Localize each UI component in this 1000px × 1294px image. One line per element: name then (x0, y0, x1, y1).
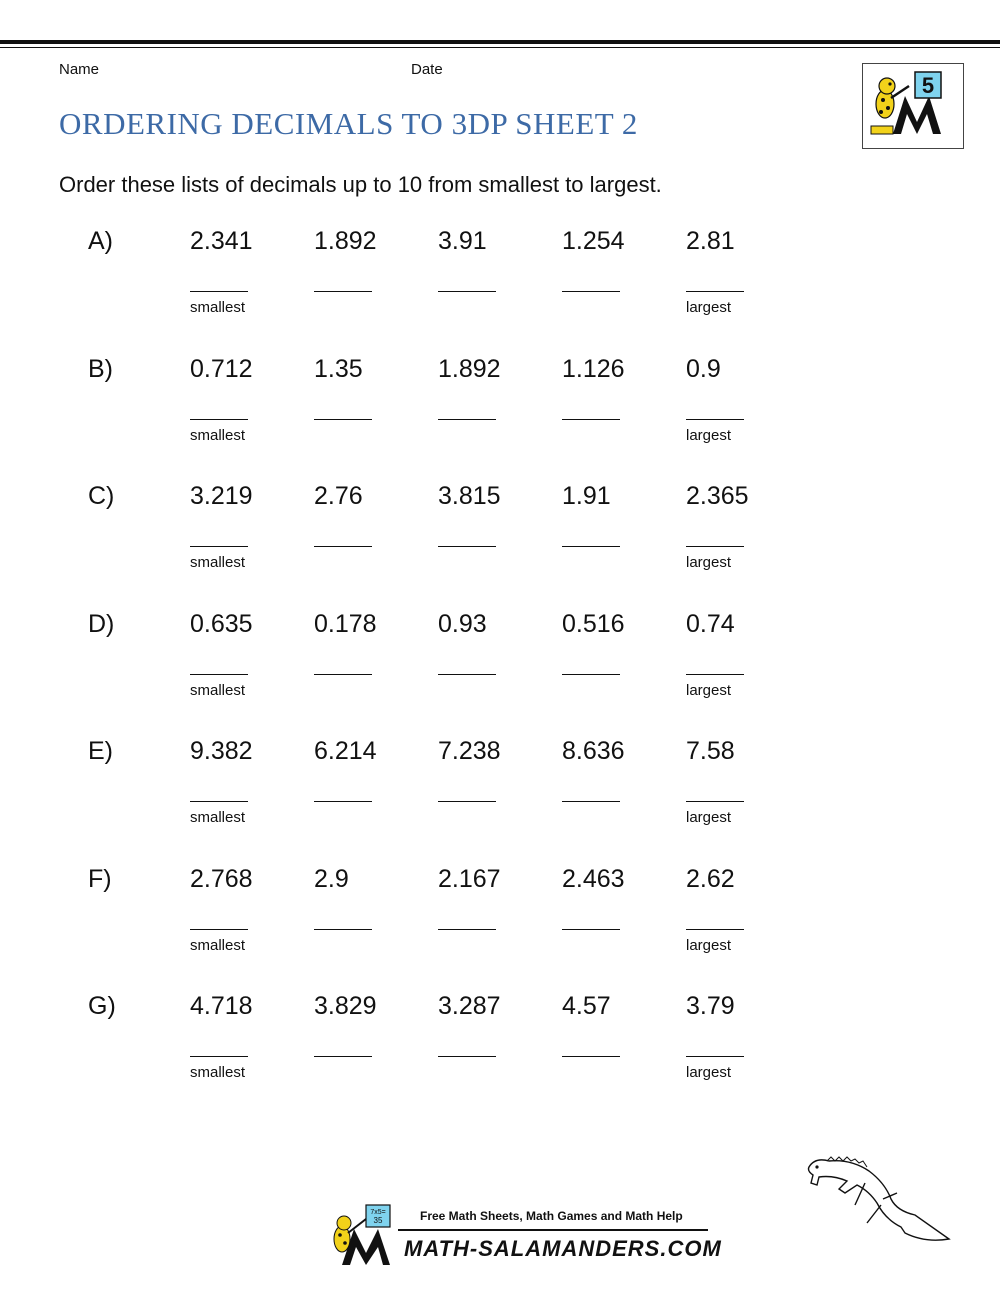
smallest-hint: smallest (190, 809, 246, 826)
decimal-number: 0.9 (686, 354, 721, 383)
answer-blank[interactable] (190, 1056, 248, 1057)
decimal-number: 2.365 (686, 482, 749, 510)
svg-text:7x5=: 7x5= (370, 1209, 386, 1216)
smallest-hint: smallest (190, 554, 246, 571)
largest-hint: largest (686, 1064, 732, 1081)
decimal-number: 9.382 (190, 737, 253, 765)
answer-blank[interactable] (438, 929, 496, 930)
math-salamanders-logo-icon (328, 1203, 404, 1269)
largest-hint: largest (686, 809, 732, 826)
smallest-hint: smallest (190, 936, 246, 954)
page-title: ORDERING DECIMALS TO 3DP SHEET 2 (59, 106, 638, 141)
footer-brand: MATH-SALAMANDERS.COM (404, 1236, 722, 1261)
answer-blank[interactable] (190, 929, 248, 930)
decimal-number: 0.635 (190, 609, 253, 638)
decimal-number: 1.892 (314, 227, 377, 255)
instructions-text: Order these lists of decimals up to 10 from smallest to largest. (59, 172, 662, 197)
decimal-number: 3.91 (438, 227, 487, 255)
decimal-number: 0.74 (686, 609, 735, 638)
decimal-number: 3.829 (314, 992, 377, 1020)
problem-row (0, 992, 1000, 1112)
answer-blank[interactable] (562, 546, 620, 547)
decimal-number: 2.76 (314, 482, 363, 510)
largest-hint: largest (686, 681, 732, 699)
decimal-number: 4.57 (562, 992, 611, 1020)
answer-blank[interactable] (190, 674, 248, 675)
answer-blank[interactable] (562, 291, 620, 292)
answer-blank[interactable] (562, 1056, 620, 1057)
answer-blank[interactable] (438, 546, 496, 547)
answer-blank[interactable] (438, 419, 496, 420)
decimal-number: 7.58 (686, 737, 735, 765)
problem-row (0, 482, 1000, 602)
answer-blank[interactable] (438, 801, 496, 802)
decimal-number: 1.892 (438, 354, 501, 383)
decimal-number: 2.9 (314, 864, 349, 893)
answer-blank[interactable] (686, 674, 744, 675)
problem-row (0, 865, 1000, 985)
decimal-number: 2.768 (190, 864, 253, 893)
problem-row (0, 355, 1000, 475)
answer-blank[interactable] (686, 291, 744, 292)
problem-row (0, 737, 1000, 857)
decimal-number: 6.214 (314, 737, 377, 765)
answer-blank[interactable] (314, 546, 372, 547)
decimal-number: 3.79 (686, 992, 735, 1020)
svg-text:35: 35 (373, 1216, 383, 1225)
problem-label: E) (88, 737, 113, 765)
footer-divider (398, 1229, 708, 1231)
decimal-number: 2.341 (190, 227, 253, 255)
answer-blank[interactable] (562, 419, 620, 420)
decimal-number: 4.718 (190, 992, 253, 1020)
answer-blank[interactable] (314, 801, 372, 802)
largest-hint: largest (686, 554, 732, 571)
answer-blank[interactable] (686, 419, 744, 420)
answer-blank[interactable] (562, 674, 620, 675)
answer-blank[interactable] (190, 419, 248, 420)
answer-blank[interactable] (686, 801, 744, 802)
problem-label: A) (88, 227, 113, 255)
decimal-number: 0.93 (438, 609, 487, 638)
date-field-label: Date (411, 61, 443, 78)
problem-label: C) (88, 482, 115, 510)
decimal-number: 2.167 (438, 864, 501, 893)
answer-blank[interactable] (562, 929, 620, 930)
decimal-number: 0.712 (190, 354, 253, 383)
smallest-hint: smallest (190, 426, 246, 444)
answer-blank[interactable] (314, 1056, 372, 1057)
answer-blank[interactable] (438, 1056, 496, 1057)
answer-blank[interactable] (438, 674, 496, 675)
problem-row (0, 610, 1000, 730)
grade-number: 5 (921, 73, 935, 98)
problem-label: D) (88, 609, 115, 638)
answer-blank[interactable] (314, 291, 372, 292)
name-field-label: Name (59, 61, 100, 78)
decimal-number: 3.815 (438, 482, 501, 510)
footer-tagline: Free Math Sheets, Math Games and Math Help (420, 1209, 683, 1223)
decimal-number: 3.219 (190, 482, 253, 510)
largest-hint: largest (686, 426, 732, 444)
answer-blank[interactable] (314, 674, 372, 675)
answer-blank[interactable] (190, 291, 248, 292)
answer-blank[interactable] (686, 546, 744, 547)
smallest-hint: smallest (190, 1064, 246, 1081)
decimal-number: 0.516 (562, 609, 625, 638)
decimal-number: 1.91 (562, 482, 611, 510)
answer-blank[interactable] (314, 929, 372, 930)
decimal-number: 8.636 (562, 737, 625, 765)
answer-blank[interactable] (686, 929, 744, 930)
problem-label: B) (88, 354, 113, 383)
largest-hint: largest (686, 299, 732, 316)
smallest-hint: smallest (190, 681, 246, 699)
largest-hint: largest (686, 936, 732, 954)
answer-blank[interactable] (314, 419, 372, 420)
decimal-number: 0.178 (314, 609, 377, 638)
decimal-number: 3.287 (438, 992, 501, 1020)
decimal-number: 2.81 (686, 227, 735, 255)
answer-blank[interactable] (190, 801, 248, 802)
problem-row (0, 227, 1000, 347)
decimal-number: 1.126 (562, 354, 625, 383)
salamander-icon (805, 1153, 953, 1249)
decimal-number: 2.463 (562, 864, 625, 893)
smallest-hint: smallest (190, 299, 246, 316)
decimal-number: 1.254 (562, 227, 625, 255)
decimal-number: 7.238 (438, 737, 501, 765)
problem-label: F) (88, 864, 112, 893)
answer-blank[interactable] (562, 801, 620, 802)
answer-blank[interactable] (438, 291, 496, 292)
answer-blank[interactable] (190, 546, 248, 547)
decimal-number: 2.62 (686, 864, 735, 893)
problem-label: G) (88, 992, 116, 1020)
answer-blank[interactable] (686, 1056, 744, 1057)
decimal-number: 1.35 (314, 354, 363, 383)
